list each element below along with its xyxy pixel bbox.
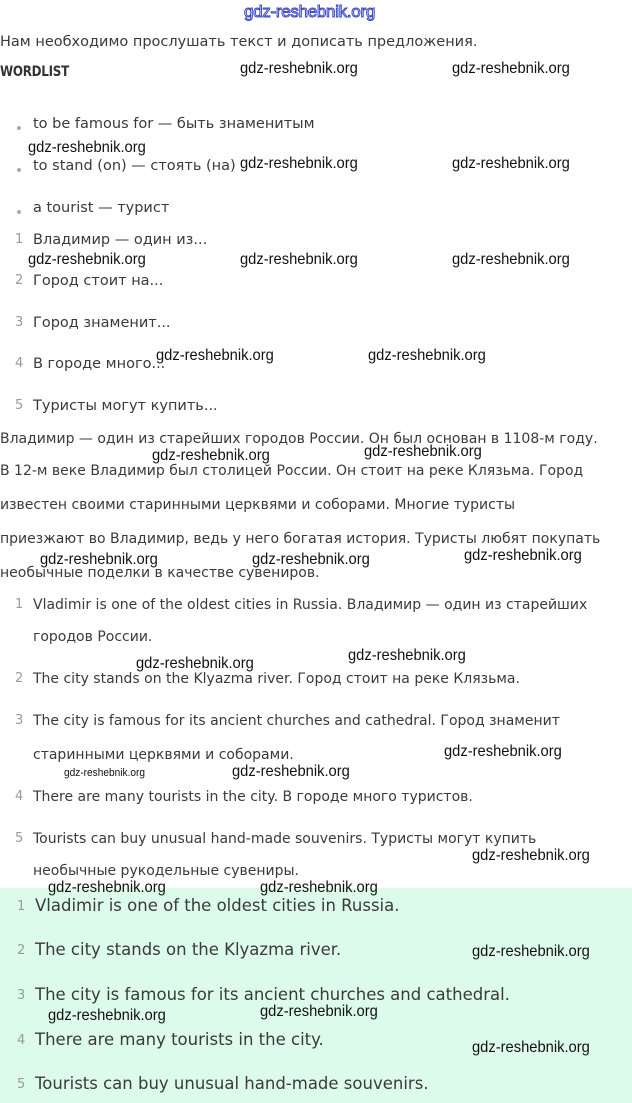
item-number: 3 [15,315,24,330]
answer-item: There are many tourists in the city. [35,1030,324,1049]
bullet-icon [17,210,21,214]
item-number: 5 [15,398,24,413]
watermark: gdz-reshebnik.org [444,743,562,760]
watermark: gdz-reshebnik.org [364,443,482,460]
wordlist-item: a tourist — турист [33,200,170,216]
watermark: gdz-reshebnik.org [156,347,274,364]
paragraph-line: приезжают во Владимир, ведь у него богатая история. Туристы любят покупать [0,531,601,547]
answer-item: Vladimir is one of the oldest cities in Russia. [35,896,400,915]
paragraph-line: необычные поделки в качестве сувениров. [0,565,320,581]
answer-item: The city stands on the Klyazma river. [35,940,342,959]
question-item: Город стоит на... [33,273,164,289]
item-number: 2 [17,943,26,958]
watermark: gdz-reshebnik.org [40,551,158,568]
wordlist-item: to be famous for — быть знаменитым [33,116,315,132]
watermark: gdz-reshebnik.org [452,60,570,77]
watermark: gdz-reshebnik.org [472,943,590,960]
watermark: gdz-reshebnik.org [252,551,370,568]
item-number: 4 [15,356,24,371]
translation-line: The city is famous for its ancient churches and cathedral. Город знаменит [33,713,560,729]
watermark: gdz-reshebnik.org [136,655,254,672]
watermark: gdz-reshebnik.org [260,879,378,896]
item-number: 4 [15,789,24,804]
watermark: gdz-reshebnik.org [464,547,582,564]
watermark: gdz-reshebnik.org [348,647,466,664]
translation-line: старинными церквями и соборами. [33,747,294,763]
watermark: gdz-reshebnik.org [452,155,570,172]
watermark: gdz-reshebnik.org [232,763,350,780]
header-watermark: gdz-reshebnik.org [244,2,375,21]
translation-line: The city stands on the Klyazma river. Город стоит на реке Клязьма. [33,671,520,687]
answer-item: The city is famous for its ancient churches and cathedral. [35,985,510,1004]
question-item: В городе много... [33,356,166,372]
item-number: 1 [15,232,24,247]
watermark: gdz-reshebnik.org [48,879,166,896]
translation-line: городов России. [33,629,153,645]
item-number: 2 [15,671,24,686]
item-number: 3 [15,713,24,728]
watermark: gdz-reshebnik.org [28,139,146,156]
item-number: 5 [15,831,24,846]
paragraph-line: Владимир — один из старейших городов России. Он был основан в 1108-м году. [0,431,598,447]
question-item: Город знаменит... [33,315,171,331]
bullet-icon [17,168,21,172]
translation-line: необычные рукодельные сувениры. [33,863,300,879]
paragraph-line: В 12-м веке Владимир был столицей России. Он стоит на реке Клязьма. Город [0,463,584,479]
watermark: gdz-reshebnik.org [240,60,358,77]
question-item: Владимир — один из... [33,232,208,248]
watermark: gdz-reshebnik.org [452,251,570,268]
watermark: gdz-reshebnik.org [472,1039,590,1056]
watermark: gdz-reshebnik.org [240,251,358,268]
bullet-icon [17,126,21,130]
answer-item: Tourists can buy unusual hand-made souvenirs. [35,1074,429,1093]
translation-line: Vladimir is one of the oldest cities in Russia. Владимир — один из старейших [33,597,588,613]
watermark: gdz-reshebnik.org [240,155,358,172]
watermark: gdz-reshebnik.org [48,1007,166,1024]
watermark: gdz-reshebnik.org [152,447,270,464]
wordlist-title: WORDLIST [0,64,69,80]
watermark: gdz-reshebnik.org [260,1003,378,1020]
question-item: Туристы могут купить... [33,398,218,414]
item-number: 1 [17,899,26,914]
item-number: 5 [17,1077,26,1092]
item-number: 4 [17,1033,26,1048]
watermark: gdz-reshebnik.org [472,847,590,864]
item-number: 1 [15,597,24,612]
translation-line: Tourists can buy unusual hand-made souvenirs. Туристы могут купить [33,831,537,847]
watermark: gdz-reshebnik.org [64,767,146,779]
item-number: 2 [15,273,24,288]
watermark: gdz-reshebnik.org [28,251,146,268]
translation-line: There are many tourists in the city. В городе много туристов. [33,789,473,805]
item-number: 3 [17,988,26,1003]
watermark: gdz-reshebnik.org [368,347,486,364]
paragraph-line: известен своими старинными церквями и соборами. Многие туристы [0,497,516,513]
intro-text: Нам необходимо прослушать текст и дописать предложения. [0,34,478,50]
wordlist-item: to stand (on) — стоять (на) [33,158,236,174]
